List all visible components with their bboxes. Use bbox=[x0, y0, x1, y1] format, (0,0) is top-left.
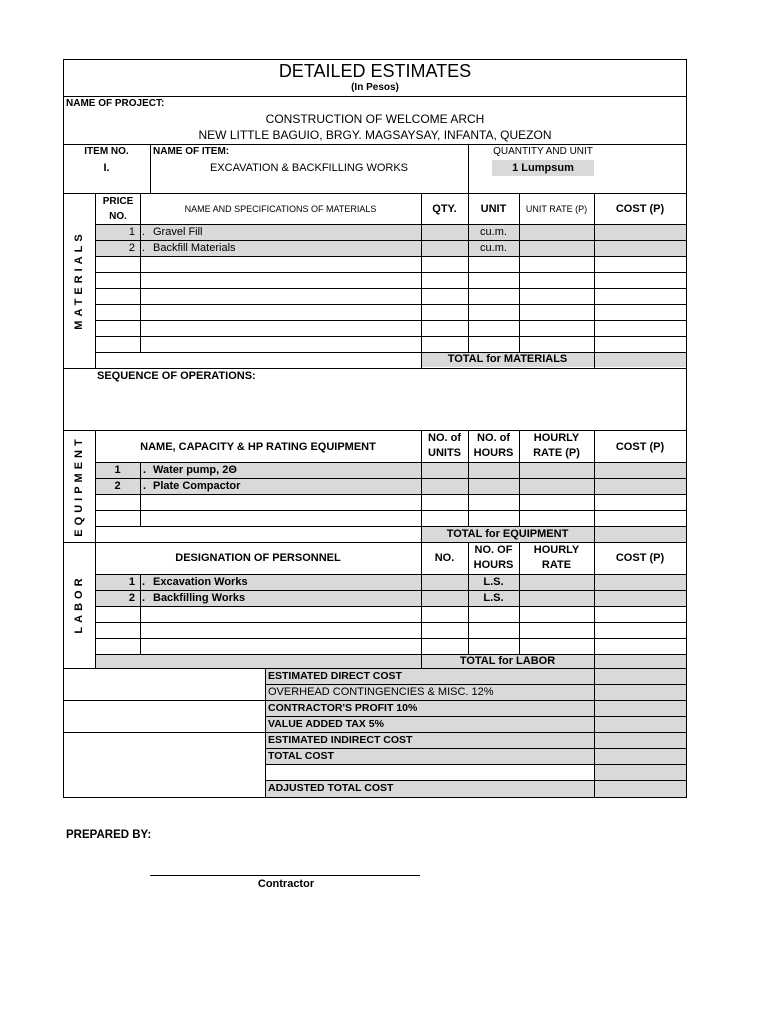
project-location: NEW LITTLE BAGUIO, BRGY. MAGSAYSAY, INFANTA, QUEZON bbox=[198, 128, 552, 142]
header-no-of-hours: NO. of HOURS bbox=[473, 432, 514, 459]
header-unit-rate: UNIT RATE (P) bbox=[525, 204, 588, 214]
material-row-name: Gravel Fill bbox=[153, 226, 203, 238]
header-qty: QTY. bbox=[432, 203, 457, 215]
header-no-of-hours: NO. OF HOURS bbox=[473, 544, 514, 571]
summary-contractor-profit: CONTRACTOR'S PROFIT 10% bbox=[268, 702, 418, 714]
header-cost: COST (P) bbox=[615, 441, 665, 453]
labor-row-name: Backfilling Works bbox=[153, 592, 246, 604]
labor-total-label: TOTAL for LABOR bbox=[459, 655, 556, 667]
material-row-no: 2 bbox=[128, 242, 135, 254]
equipment-section-label: EQUIPMENT bbox=[73, 435, 85, 537]
form-subtitle: (In Pesos) bbox=[351, 82, 399, 93]
row-dot: . bbox=[142, 226, 146, 238]
item-name-label: NAME OF ITEM: bbox=[153, 146, 230, 157]
equipment-row-no: 2 bbox=[114, 480, 121, 492]
row-dot: . bbox=[143, 480, 147, 492]
signatory-label: Contractor bbox=[257, 878, 315, 890]
row-dot: . bbox=[142, 576, 146, 588]
labor-row-hours: L.S. bbox=[483, 592, 504, 604]
item-name-value: EXCAVATION & BACKFILLING WORKS bbox=[209, 162, 409, 174]
materials-total-label: TOTAL for MATERIALS bbox=[447, 353, 568, 365]
sequence-label: SEQUENCE OF OPERATIONS: bbox=[97, 370, 256, 382]
materials-section-label: MATERIALS bbox=[73, 230, 85, 330]
summary-vat: VALUE ADDED TAX 5% bbox=[268, 718, 384, 730]
equipment-total-label: TOTAL for EQUIPMENT bbox=[446, 528, 569, 540]
labor-row-no: 1 bbox=[128, 576, 135, 588]
labor-row-hours: L.S. bbox=[483, 576, 504, 588]
header-equipment-name: NAME, CAPACITY & HP RATING EQUIPMENT bbox=[140, 441, 376, 453]
material-row-unit: cu.m. bbox=[480, 226, 507, 238]
header-cost: COST (P) bbox=[615, 552, 665, 564]
equipment-row-name: Plate Compactor bbox=[153, 480, 241, 492]
header-unit: UNIT bbox=[480, 203, 507, 215]
header-designation: DESIGNATION OF PERSONNEL bbox=[175, 552, 341, 564]
labor-row-name: Excavation Works bbox=[153, 576, 248, 588]
header-cost: COST (P) bbox=[615, 203, 665, 215]
summary-indirect-cost: ESTIMATED INDIRECT COST bbox=[268, 734, 413, 746]
summary-total-cost: TOTAL COST bbox=[268, 750, 334, 762]
project-name: CONSTRUCTION OF WELCOME ARCH bbox=[265, 112, 485, 126]
equipment-row-name: Water pump, 2Θ bbox=[153, 464, 237, 476]
quantity-unit-value: 1 Lumpsum bbox=[512, 162, 574, 174]
material-row-no: 1 bbox=[128, 226, 135, 238]
row-dot: . bbox=[142, 592, 146, 604]
project-label: NAME OF PROJECT: bbox=[66, 98, 165, 109]
header-material-name: NAME AND SPECIFICATIONS OF MATERIALS bbox=[184, 204, 377, 214]
signature-line bbox=[150, 875, 420, 876]
header-hourly-rate: HOURLY RATE (P) bbox=[533, 432, 580, 459]
prepared-by-label: PREPARED BY: bbox=[66, 829, 152, 841]
equipment-row-no: 1 bbox=[114, 464, 121, 476]
header-hourly-rate: HOURLY RATE bbox=[533, 544, 580, 571]
header-price-no: PRICE NO. bbox=[102, 196, 134, 222]
labor-row-no: 2 bbox=[128, 592, 135, 604]
summary-overhead: OVERHEAD CONTINGENCIES & MISC. 12% bbox=[268, 686, 494, 698]
header-no: NO. bbox=[434, 552, 455, 564]
row-dot: . bbox=[143, 464, 147, 476]
summary-direct-cost: ESTIMATED DIRECT COST bbox=[268, 670, 402, 682]
labor-section-label: LABOR bbox=[73, 574, 85, 634]
item-no-value: I. bbox=[103, 162, 110, 174]
quantity-unit-label: QUANTITY AND UNIT bbox=[493, 146, 593, 157]
row-dot: . bbox=[142, 242, 146, 254]
summary-adjusted-total-cost: ADJUSTED TOTAL COST bbox=[268, 782, 394, 794]
form-title: DETAILED ESTIMATES bbox=[278, 61, 472, 81]
item-no-label: ITEM NO. bbox=[84, 146, 129, 157]
material-row-unit: cu.m. bbox=[480, 242, 507, 254]
header-no-of-units: NO. of UNITS bbox=[428, 432, 461, 459]
material-row-name: Backfill Materials bbox=[153, 242, 236, 254]
